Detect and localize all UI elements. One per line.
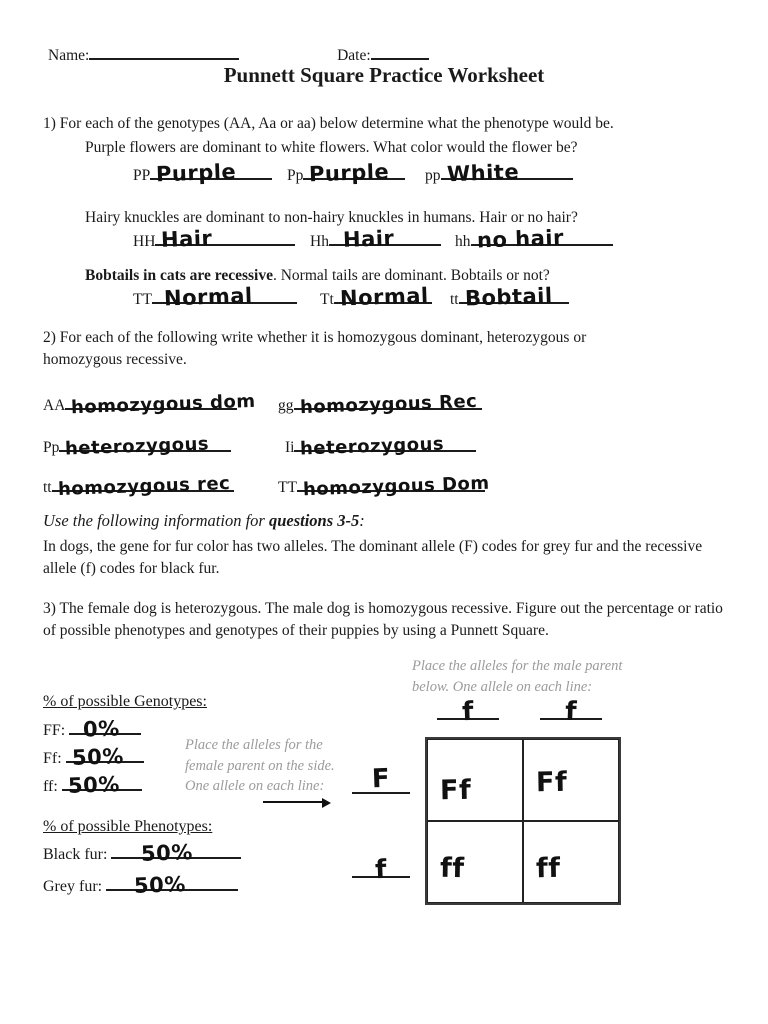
q1-tt3-answer: Bobtail [464,283,553,311]
q2-gg-blank[interactable] [294,390,482,419]
punnett-cell-4-value: ff [535,852,561,885]
q2-row2 [43,432,743,466]
name-blank[interactable] [89,40,239,60]
q1-part3-prompt-bold: Bobtails in cats are recessive [85,267,273,284]
black-fur-blank[interactable] [111,839,241,866]
genotype-label: Tt [320,291,334,308]
genotype-row-ff-rec [43,771,142,798]
date-label: Date: [337,47,371,64]
genotype-label: TT [278,479,297,496]
q1-pp-answer: Purple [155,159,237,187]
grey-fur-label: Grey fur: [43,878,103,895]
genotype-label: hh [455,233,471,250]
q1-hh2-answer: Hair [342,226,395,252]
name-label: Name: [48,47,90,64]
page-title: Punnett Square Practice Worksheet [223,63,545,87]
genotype-label: TT [133,291,152,308]
info-heading-prefix: Use the following information for [43,511,269,530]
q1-part3-prompt-rest: . Normal tails are dominant. Bobtails or not? [272,267,550,284]
genotype-label: gg [278,397,294,414]
q1-part1-answers [133,160,733,190]
q1-pp3-answer: White [446,159,519,187]
ff-het-blank[interactable] [66,743,144,770]
male-parent-note: Place the alleles for the male parent below. One allele on each line: [412,658,623,695]
ff-dom-label: FF: [43,722,66,739]
q1-pp-blank[interactable] [150,159,272,187]
q1-part3-answers [133,284,733,314]
punnett-cell-4[interactable] [523,821,619,903]
male-allele-1: f [461,696,475,728]
punnett-square [425,737,621,905]
info-heading-suffix: : [359,511,365,530]
genotype-label: Pp [43,439,60,456]
q1-part2-answers [133,226,733,256]
q3-text: 3) The female dog is heterozygous. The male dog is homozygous recessive. Figure out the percentage or ratio of possible phenotypes and genotypes of their puppies by using a Punnett Square. [43,600,723,639]
punnett-cell-3-value: ff [439,852,465,885]
q1-pp2-answer: Purple [308,159,390,187]
q2-tt-answer: homozygous rec [57,472,231,501]
grey-fur-answer: 50% [133,871,187,898]
q2-aa-blank[interactable] [65,390,257,419]
q2-row3 [43,472,743,506]
q1-hh3-answer: no hair [476,225,564,253]
ff-rec-label: ff: [43,778,58,795]
q1-part1-prompt: Purple flowers are dominant to white flowers. What color would the flower be? [85,139,578,156]
male-allele-blank-1[interactable] [437,692,499,728]
q1-tt-blank[interactable] [152,283,297,311]
arrow-icon [263,801,323,803]
punnett-cell-3[interactable] [427,821,523,903]
male-allele-blank-2[interactable] [540,692,602,728]
ff-rec-answer: 50% [67,771,120,798]
q1-hh-blank[interactable] [155,226,295,252]
q3-work-area [0,655,768,925]
genotype-row-ff-het [43,743,144,770]
q1-tt3-blank[interactable] [459,283,569,311]
q2-intro-line2: homozygous recessive. [43,350,187,368]
info-heading-bold: questions 3-5 [268,511,360,530]
genotype-label: tt [450,291,459,308]
female-parent-note: Place the alleles for the female parent on the side. One allele on each line: [185,737,335,794]
ff-rec-blank[interactable] [62,771,142,798]
genotype-label: Pp [287,167,304,184]
q1-pp2-blank[interactable] [303,159,405,187]
q2-tt2-blank[interactable] [297,472,490,501]
phenotype-row-black [43,839,241,866]
ff-dom-answer: 0% [82,715,121,742]
genotype-label: PP [133,167,151,184]
punnett-cell-2[interactable] [523,739,619,821]
q2-aa-answer: homozygous dom [71,390,257,419]
genotype-label: pp [425,167,441,184]
phenotype-row-grey [43,871,238,898]
black-fur-answer: 50% [140,839,194,866]
q2-gg-answer: homozygous Rec [299,390,478,419]
q2-pp-blank[interactable] [59,432,231,460]
q1-hh2-blank[interactable] [329,226,441,252]
q2-intro-line1: 2) For each of the following write whether it is homozygous dominant, heterozygous or [43,329,587,346]
ff-het-label: Ff: [43,750,62,767]
q1-hh-answer: Hair [160,226,214,252]
q1-intro: 1) For each of the genotypes (AA, Aa or aa) below determine what the phenotype would be. [43,115,614,132]
info-body: In dogs, the gene for fur color has two alleles. The dominant allele (F) codes for grey fur and the recessive allele (f) codes for black fur. [43,538,703,577]
q2-ii-answer: heterozygous [300,433,445,460]
grey-fur-blank[interactable] [106,871,238,898]
female-allele-blank-1[interactable] [352,764,410,794]
genotype-label: Ii [285,439,295,456]
q1-pp3-blank[interactable] [441,159,573,187]
genotype-label: tt [43,479,52,496]
info-heading [43,511,365,531]
genotype-row-ff-dom [43,715,141,742]
date-blank[interactable] [371,40,429,60]
punnett-cell-2-value: Ff [535,766,568,799]
q1-part2-prompt: Hairy knuckles are dominant to non-hairy knuckles in humans. Hair or no hair? [85,209,578,226]
genotype-label: AA [43,397,66,414]
q1-tt-answer: Normal [163,283,253,311]
q1-hh3-blank[interactable] [471,225,613,253]
q2-pp-answer: heterozygous [65,433,210,460]
female-allele-1: F [371,763,391,795]
phenotypes-heading: % of possible Phenotypes: [43,818,213,835]
arrow-head-icon [322,798,331,808]
q2-ii-blank[interactable] [294,432,476,460]
q2-row1 [43,390,743,424]
male-allele-2: f [564,696,578,728]
punnett-cell-1-value: Ff [439,774,472,807]
female-allele-blank-2[interactable] [352,848,410,886]
q1-tt2-answer: Normal [339,283,429,311]
genotype-label: Hh [310,233,329,250]
genotypes-heading: % of possible Genotypes: [43,693,207,710]
black-fur-label: Black fur: [43,846,108,863]
q2-intro [43,327,743,370]
q2-tt2-answer: homozygous Dom [302,472,490,501]
q1-tt2-blank[interactable] [334,283,432,311]
punnett-cell-1[interactable] [427,739,523,821]
q2-tt-blank[interactable] [52,472,234,501]
genotype-label: HH [133,233,156,250]
ff-het-answer: 50% [71,743,124,770]
female-allele-2: f [374,854,388,886]
ff-dom-blank[interactable] [69,715,141,742]
